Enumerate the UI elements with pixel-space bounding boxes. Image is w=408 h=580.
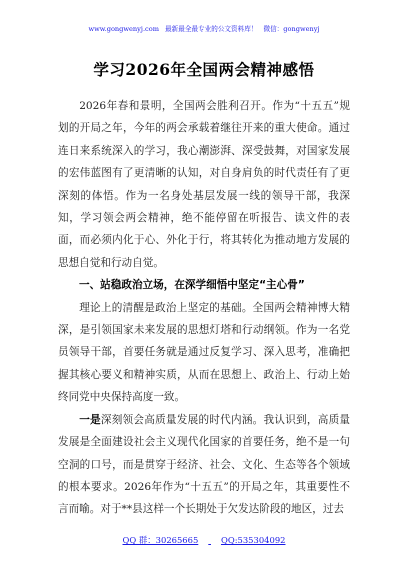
contact-footer bbox=[0, 534, 408, 546]
qq-group-link[interactable]: QQ 群：30265665 bbox=[122, 535, 199, 545]
document-title: 学习2026年全国两会精神感悟 bbox=[93, 60, 315, 79]
point-lead: 一是 bbox=[79, 413, 101, 426]
section1-paragraph-1: 理论上的清醒是政治上坚定的基础。全国两会精神博大精深，是引领国家未来发展的思想灯塔和行动纲领。作为一名党员领导干部，首要任务就是通过反复学习、深入思考，准确把握其核心要义和精神实质，从而在思想上、政治上、行动上始终同党中央保持高度一致。 bbox=[58, 301, 350, 404]
site-slogan: 最新最全最专业的公文资料库！ bbox=[165, 25, 258, 33]
wechat-id: 微信：gongwenyj bbox=[263, 25, 320, 33]
intro-paragraph: 2026年春和景明，全国两会胜利召开。作为“十五五”规划的开局之年，今年的两会承载着继往开来的重大使命。通过连日来系统深入的学习，我心潮澎湃、深受鼓舞，对国家发展的宏伟蓝图有了更清晰的认知，对自身肩负的时代责任有了更深刻的体悟。作为一名身处基层发展一线的领导干部，我深知，学习领会两会精神，绝不能停留在听报告、读文件的表面，而必须内化于心、外化于行，将其转化为推动地方发展的思想自觉和行动自觉。 bbox=[58, 100, 350, 269]
section1-paragraph-2 bbox=[58, 409, 350, 521]
site-header bbox=[0, 24, 408, 34]
qq-contact-link[interactable]: QQ:535304092 bbox=[220, 535, 286, 545]
section-heading-1: 一、站稳政治立场，在深学细悟中坚定“主心骨” bbox=[79, 279, 305, 292]
point-text: 深刻领会高质量发展的时代内涵。我认识到，高质量发展是全面建设社会主义现代化国家的首要任务，绝不是一句空洞的口号，而是贯穿于经济、社会、文化、生态等各个领域的根本要求。2026年作为“十五五”的开局之年，其重要性不言而喻。对于**县这样一个长期处于欠发达阶段的地区，过去 bbox=[58, 413, 351, 516]
document-body bbox=[58, 95, 350, 521]
site-url-link[interactable]: www.gongwenyj.com bbox=[88, 25, 159, 33]
